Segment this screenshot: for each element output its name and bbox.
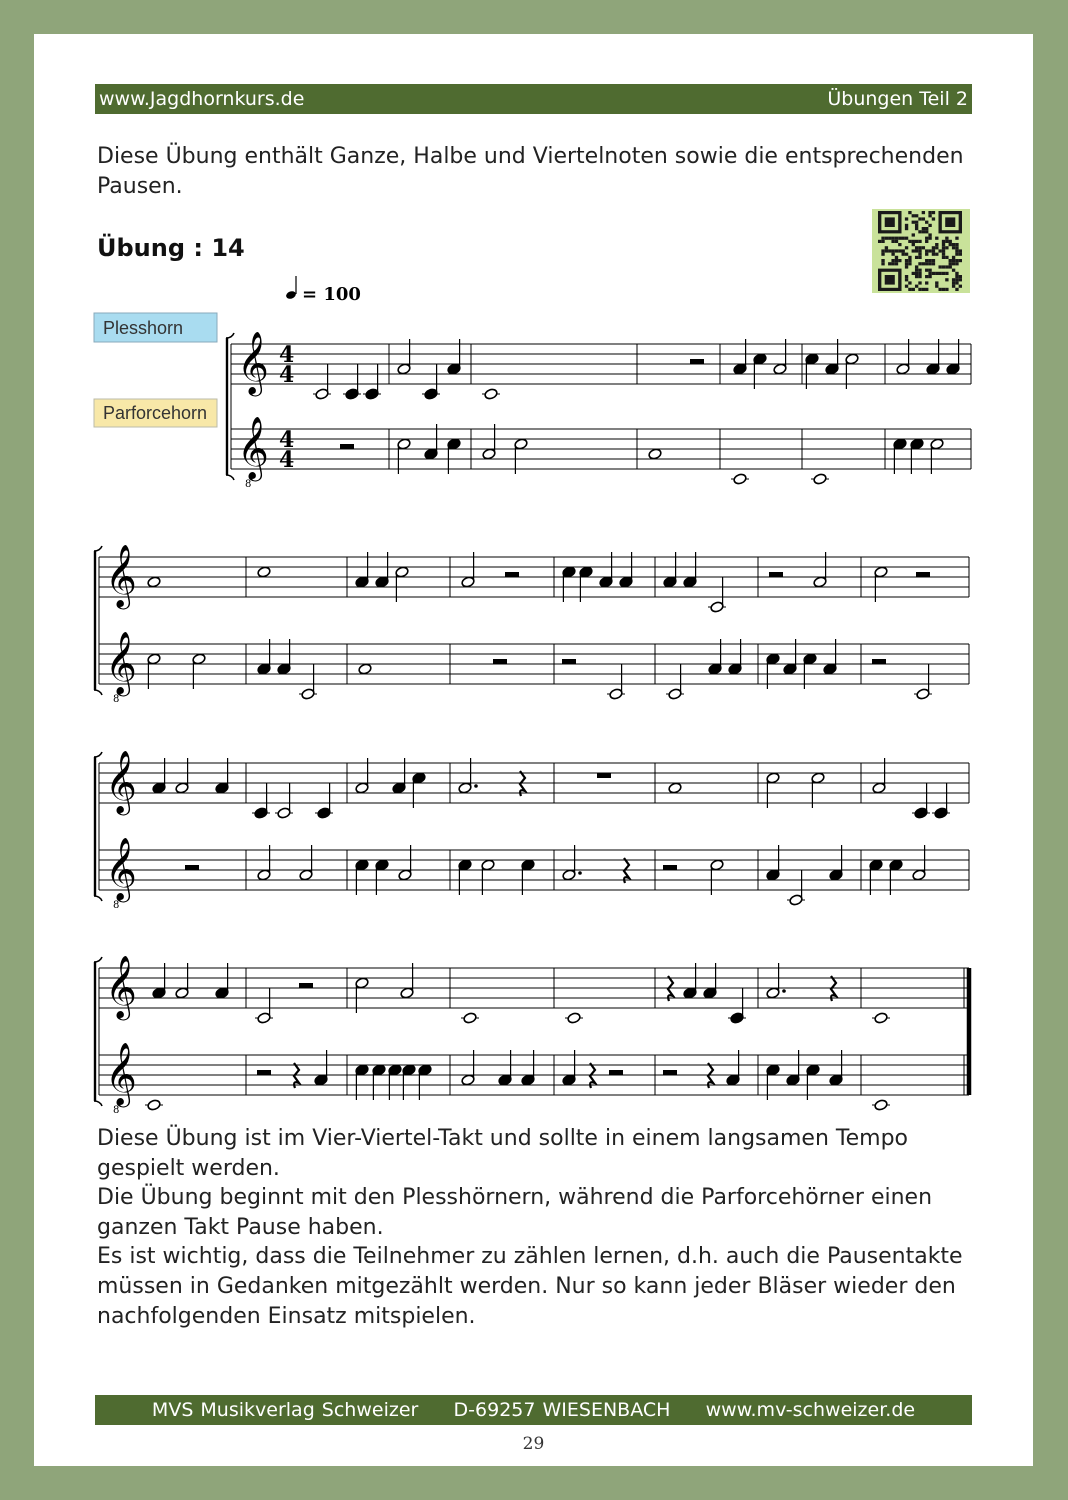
- system-bracket: [94, 690, 102, 695]
- octave-mark: 8: [113, 900, 120, 911]
- whole-note: [567, 1012, 581, 1024]
- footer-bar: [95, 1395, 972, 1425]
- half-note: [916, 688, 930, 700]
- quarter-note: [257, 663, 271, 675]
- half-rest: [340, 444, 354, 449]
- half-rest: [916, 572, 930, 577]
- half-note: [257, 869, 271, 881]
- half-rest: [663, 1070, 677, 1075]
- half-rest: [663, 865, 677, 870]
- whole-note: [874, 1099, 888, 1111]
- quarter-note: [317, 807, 331, 819]
- half-note: [845, 353, 859, 365]
- quarter-note: [277, 663, 291, 675]
- half-note: [147, 653, 161, 665]
- system-bracket: [94, 752, 102, 757]
- header-bar: [95, 84, 972, 114]
- quarter-note: [365, 388, 379, 400]
- quarter-note: [803, 653, 817, 665]
- tempo-marking: [285, 276, 361, 305]
- half-rest: [562, 659, 576, 664]
- half-note: [299, 869, 313, 881]
- quarter-note: [766, 1064, 780, 1076]
- time-signature-bottom: 4: [279, 362, 295, 388]
- quarter-note: [314, 1074, 328, 1086]
- quarter-note: [375, 859, 389, 871]
- half-note: [773, 363, 787, 375]
- half-note: [192, 653, 206, 665]
- half-note: [930, 438, 944, 450]
- quarter-note: [914, 807, 928, 819]
- half-rest: [872, 659, 886, 664]
- quarter-note: [926, 363, 940, 375]
- quarter-note: [683, 987, 697, 999]
- quarter-note: [910, 438, 924, 450]
- whole-note: [147, 576, 161, 588]
- section-title: Übungen Teil 2: [827, 88, 968, 110]
- half-note: [461, 576, 475, 588]
- quarter-note: [215, 782, 229, 794]
- treble-clef-icon: 𝄞: [105, 1042, 137, 1105]
- time-signature-top: 4: [279, 427, 295, 453]
- octave-mark: 8: [113, 694, 120, 705]
- score-system: [94, 750, 969, 911]
- half-note: [609, 688, 623, 700]
- intro-text: Diese Übung enthält Ganze, Halbe und Viertelnoten sowie die entsprechenden Pausen.: [97, 144, 964, 199]
- half-note: [482, 448, 496, 460]
- system-bracket: [226, 475, 234, 480]
- whole-note: [813, 473, 827, 485]
- treble-clef-icon: 𝄞: [237, 331, 269, 394]
- quarter-note: [579, 566, 593, 578]
- system-bracket: [94, 896, 102, 901]
- page-number: 29: [522, 1434, 545, 1454]
- whole-note: [484, 388, 498, 400]
- quarter-note: [152, 987, 166, 999]
- quarter-note: [829, 869, 843, 881]
- system-bracket: [94, 1101, 102, 1106]
- quarter-note: [521, 859, 535, 871]
- quarter-note: [730, 1012, 744, 1024]
- dot: [578, 871, 582, 875]
- treble-clef-icon: 𝄞: [105, 631, 137, 694]
- page: [34, 34, 1033, 1466]
- whole-note: [648, 448, 662, 460]
- half-note: [257, 1012, 271, 1024]
- half-note: [874, 566, 888, 578]
- quarter-note: [412, 772, 426, 784]
- whole-note: [733, 473, 747, 485]
- quarter-note: [733, 363, 747, 375]
- quarter-note: [786, 1074, 800, 1086]
- whole-note: [463, 1012, 477, 1024]
- whole-note: [257, 566, 271, 578]
- svg-text:= 100: = 100: [302, 284, 361, 305]
- music-score: [34, 274, 1033, 1116]
- half-note: [766, 987, 780, 999]
- quarter-note: [152, 782, 166, 794]
- closing-paragraph-1: Diese Übung ist im Vier-Viertel-Takt und sollte in einem langsamen Tempo gespielt werden.: [97, 1126, 908, 1181]
- svg-text:Plesshorn: Plesshorn: [103, 318, 184, 338]
- half-note: [789, 894, 803, 906]
- score-system: [94, 955, 969, 1116]
- half-rest: [505, 572, 519, 577]
- half-note: [301, 688, 315, 700]
- quarter-note: [869, 859, 883, 871]
- half-note: [461, 1074, 475, 1086]
- half-note: [315, 388, 329, 400]
- half-note: [562, 869, 576, 881]
- quarter-note: [825, 363, 839, 375]
- whole-note: [147, 1099, 161, 1111]
- half-note: [481, 859, 495, 871]
- quarter-note: [562, 1074, 576, 1086]
- quarter-note: [375, 576, 389, 588]
- quarter-note: [424, 388, 438, 400]
- quarter-note: [934, 807, 948, 819]
- treble-clef-icon: 𝄞: [105, 955, 137, 1018]
- half-note: [458, 782, 472, 794]
- half-rest: [299, 983, 313, 988]
- half-note: [668, 688, 682, 700]
- half-note: [397, 363, 411, 375]
- quarter-note: [424, 448, 438, 460]
- quarter-note: [345, 388, 359, 400]
- quarter-note: [703, 987, 717, 999]
- whole-rest: [597, 773, 611, 778]
- half-note: [811, 772, 825, 784]
- quarter-note: [599, 576, 613, 588]
- treble-clef-icon: 𝄞: [105, 544, 137, 607]
- half-note: [398, 869, 412, 881]
- score-system: [226, 331, 971, 490]
- half-note: [355, 977, 369, 989]
- exercise-title: Übung : 14: [97, 234, 245, 262]
- half-note: [514, 438, 528, 450]
- half-note: [710, 601, 724, 613]
- publisher-website[interactable]: www.mv-schweizer.de: [705, 1399, 916, 1421]
- quarter-note: [619, 576, 633, 588]
- quarter-note: [766, 869, 780, 881]
- half-rest: [690, 359, 704, 364]
- quarter-note: [893, 438, 907, 450]
- half-note: [872, 782, 886, 794]
- system-bracket: [94, 957, 102, 962]
- site-url[interactable]: www.Jagdhornkurs.de: [99, 88, 305, 110]
- half-note: [175, 782, 189, 794]
- quarter-note: [753, 353, 767, 365]
- quarter-note: [355, 1064, 369, 1076]
- quarter-note: [254, 807, 268, 819]
- dot: [782, 989, 786, 993]
- quarter-note: [783, 663, 797, 675]
- publisher-name: MVS Musikverlag Schweizer: [151, 1399, 419, 1421]
- quarter-note: [215, 987, 229, 999]
- quarter-note: [498, 1074, 512, 1086]
- quarter-note: [946, 363, 960, 375]
- whole-note: [668, 782, 682, 794]
- quarter-note: [355, 859, 369, 871]
- score-system: [94, 544, 969, 705]
- half-note: [175, 987, 189, 999]
- quarter-note: [447, 363, 461, 375]
- quarter-note: [829, 1074, 843, 1086]
- quarter-note: [663, 576, 677, 588]
- svg-text:Parforcehorn: Parforcehorn: [103, 403, 208, 423]
- quarter-note: [683, 576, 697, 588]
- whole-note: [874, 1012, 888, 1024]
- quarter-note: [355, 576, 369, 588]
- octave-mark: 8: [113, 1105, 120, 1116]
- time-signature-bottom: 4: [279, 447, 295, 473]
- quarter-note: [728, 663, 742, 675]
- quarter-note: [805, 353, 819, 365]
- half-rest: [769, 572, 783, 577]
- half-note: [766, 772, 780, 784]
- whole-note: [358, 663, 372, 675]
- quarter-note: [708, 663, 722, 675]
- closing-paragraph-2: Die Übung beginnt mit den Plesshörnern, während die Parforcehörner einen ganzen Takt Pause haben.: [97, 1185, 933, 1240]
- half-note: [813, 576, 827, 588]
- quarter-note: [823, 663, 837, 675]
- treble-clef-icon: 𝄞: [105, 837, 137, 900]
- system-bracket: [226, 333, 234, 338]
- half-note: [277, 807, 291, 819]
- system-bracket: [94, 546, 102, 551]
- half-note: [912, 869, 926, 881]
- closing-paragraph-3: Es ist wichtig, dass die Teilnehmer zu zählen lernen, d.h. auch die Pausentakte müssen in Gedanken mitgezählt werden. Nur so kann jeder Bläser wieder den nachfolgenden Einsatz mitspielen.: [97, 1244, 963, 1329]
- quarter-note: [388, 1064, 402, 1076]
- quarter-note: [806, 1064, 820, 1076]
- time-signature-top: 4: [279, 342, 295, 368]
- closing-text: [97, 1124, 987, 1331]
- half-note: [397, 438, 411, 450]
- half-note: [395, 566, 409, 578]
- half-rest: [609, 1070, 623, 1075]
- half-note: [896, 363, 910, 375]
- quarter-note: [726, 1074, 740, 1086]
- dot: [474, 784, 478, 788]
- quarter-note: [889, 859, 903, 871]
- quarter-note: [766, 653, 780, 665]
- half-note: [710, 859, 724, 871]
- quarter-note: [392, 782, 406, 794]
- octave-mark: 8: [245, 479, 252, 490]
- publisher-address: D-69257 WIESENBACH: [453, 1399, 671, 1421]
- quarter-note: [402, 1064, 416, 1076]
- quarter-note: [418, 1064, 432, 1076]
- half-note: [355, 782, 369, 794]
- quarter-note: [458, 859, 472, 871]
- half-rest: [493, 659, 507, 664]
- half-rest: [185, 865, 199, 870]
- half-rest: [257, 1070, 271, 1075]
- instrument-label-parforcehorn: [94, 399, 217, 427]
- treble-clef-icon: 𝄞: [105, 750, 137, 813]
- quarter-note: [562, 566, 576, 578]
- quarter-note: [447, 438, 461, 450]
- treble-clef-icon: 𝄞: [237, 416, 269, 479]
- instrument-label-plesshorn: [94, 313, 217, 342]
- quarter-note: [521, 1074, 535, 1086]
- half-note: [400, 987, 414, 999]
- quarter-note: [372, 1064, 386, 1076]
